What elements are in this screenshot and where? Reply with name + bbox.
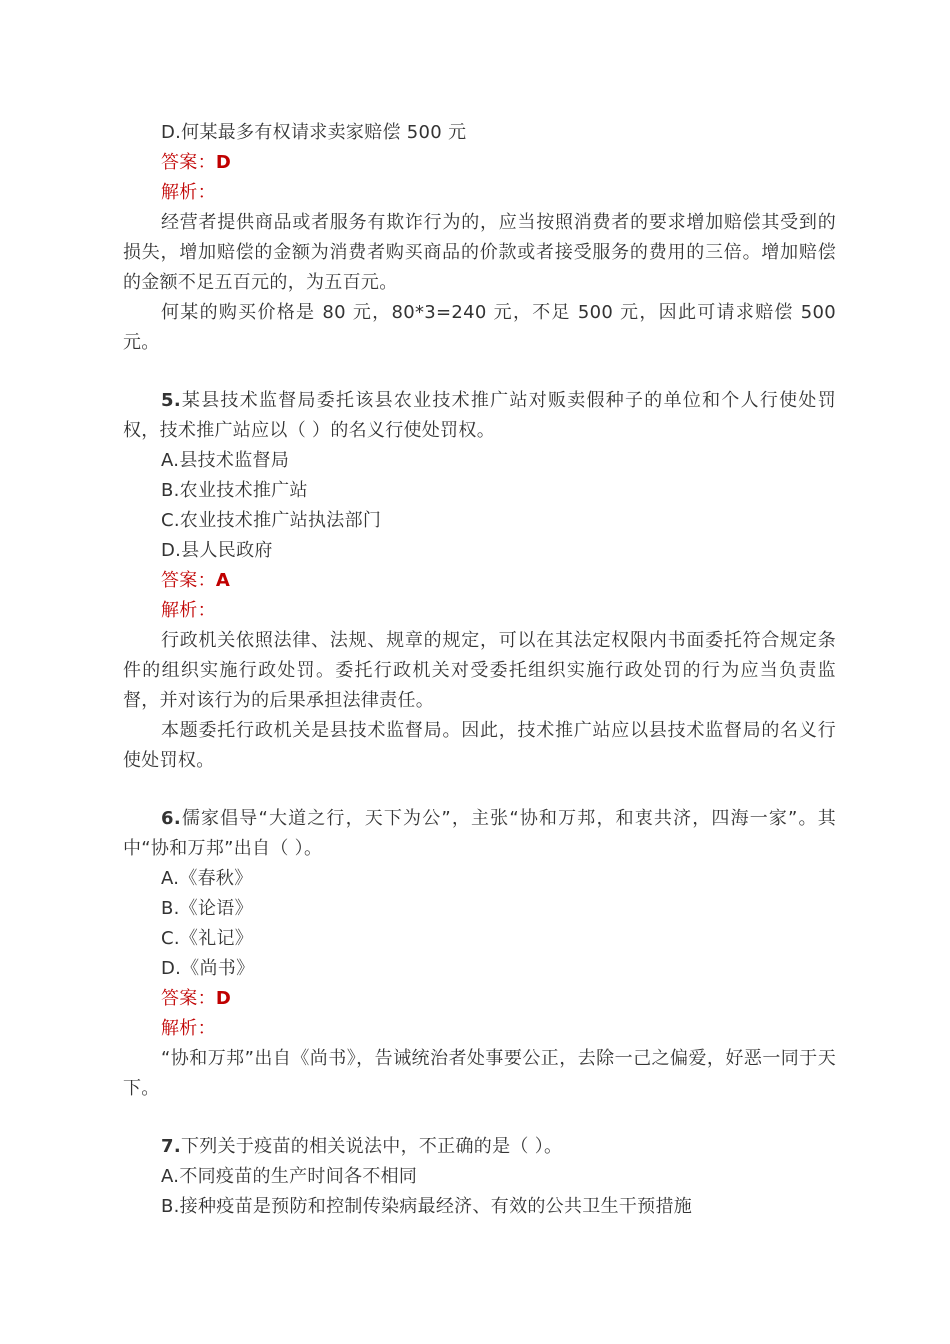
question-number: 7. xyxy=(161,1136,181,1157)
q4-analysis-label: 解析： xyxy=(161,182,216,203)
q5-analysis-paragraph: 行政机关依照法律、法规、规章的规定，可以在其法定权限内书面委托符合规定条件的组织实施行政处罚。委托行政机关对受委托组织实施行政处罚的行为应当负责监督，并对该行为的后果承担法律责任。 xyxy=(123,630,836,711)
document-content xyxy=(123,118,836,1222)
q6-option-c: C.《礼记》 xyxy=(161,928,254,949)
question-number: 5. xyxy=(161,390,181,411)
answer-value: A xyxy=(215,570,231,591)
q6-option-b: B.《论语》 xyxy=(161,898,253,919)
answer-value: D xyxy=(215,988,232,1009)
answer-label: 答案： xyxy=(161,152,216,173)
q6-analysis-label: 解析： xyxy=(161,1018,216,1039)
q7-option-a: A.不同疫苗的生产时间各不相同 xyxy=(161,1166,418,1187)
q6-option-d: D.《尚书》 xyxy=(161,958,255,979)
q6-option-a: A.《春秋》 xyxy=(161,868,253,889)
q5-answer xyxy=(123,566,836,596)
question-number: 6. xyxy=(161,808,181,829)
question-text: 某县技术监督局委托该县农业技术推广站对贩卖假种子的单位和个人行使处罚权，技术推广站应以（ ）的名义行使处罚权。 xyxy=(123,390,836,441)
q5-option-c: C.农业技术推广站执法部门 xyxy=(161,510,382,531)
q4-option-d: D.何某最多有权请求卖家赔偿 500 元 xyxy=(161,122,467,143)
q5-analysis-label: 解析： xyxy=(161,600,216,621)
q5-option-d: D.县人民政府 xyxy=(161,540,273,561)
q6-answer xyxy=(123,984,836,1014)
q6-analysis-paragraph: “协和万邦”出自《尚书》，告诫统治者处事要公正，去除一己之偏爱，好恶一同于天下。 xyxy=(123,1048,836,1099)
q7-question xyxy=(123,1132,836,1162)
answer-label: 答案： xyxy=(161,570,216,591)
question-text: 下列关于疫苗的相关说法中，不正确的是（ ）。 xyxy=(180,1136,563,1157)
q5-analysis-paragraph: 本题委托行政机关是县技术监督局。因此，技术推广站应以县技术监督局的名义行使处罚权。 xyxy=(123,720,836,771)
answer-label: 答案： xyxy=(161,988,216,1009)
question-text: 儒家倡导“大道之行，天下为公”，主张“协和万邦，和衷共济，四海一家”。其中“协和万邦”出自（ ）。 xyxy=(123,808,836,859)
q4-answer xyxy=(123,148,836,178)
q5-option-a: A.县技术监督局 xyxy=(161,450,290,471)
answer-value: D xyxy=(215,152,232,173)
q7-option-b: B.接种疫苗是预防和控制传染病最经济、有效的公共卫生干预措施 xyxy=(161,1196,693,1217)
q5-question xyxy=(123,386,836,446)
q4-analysis-paragraph: 经营者提供商品或者服务有欺诈行为的，应当按照消费者的要求增加赔偿其受到的损失，增加赔偿的金额为消费者购买商品的价款或者接受服务的费用的三倍。增加赔偿的金额不足五百元的，为五百元。 xyxy=(123,212,836,293)
q4-analysis-paragraph: 何某的购买价格是 80 元，80*3=240 元，不足 500 元，因此可请求赔偿 500 元。 xyxy=(123,302,836,353)
q5-option-b: B.农业技术推广站 xyxy=(161,480,308,501)
q6-question xyxy=(123,804,836,864)
